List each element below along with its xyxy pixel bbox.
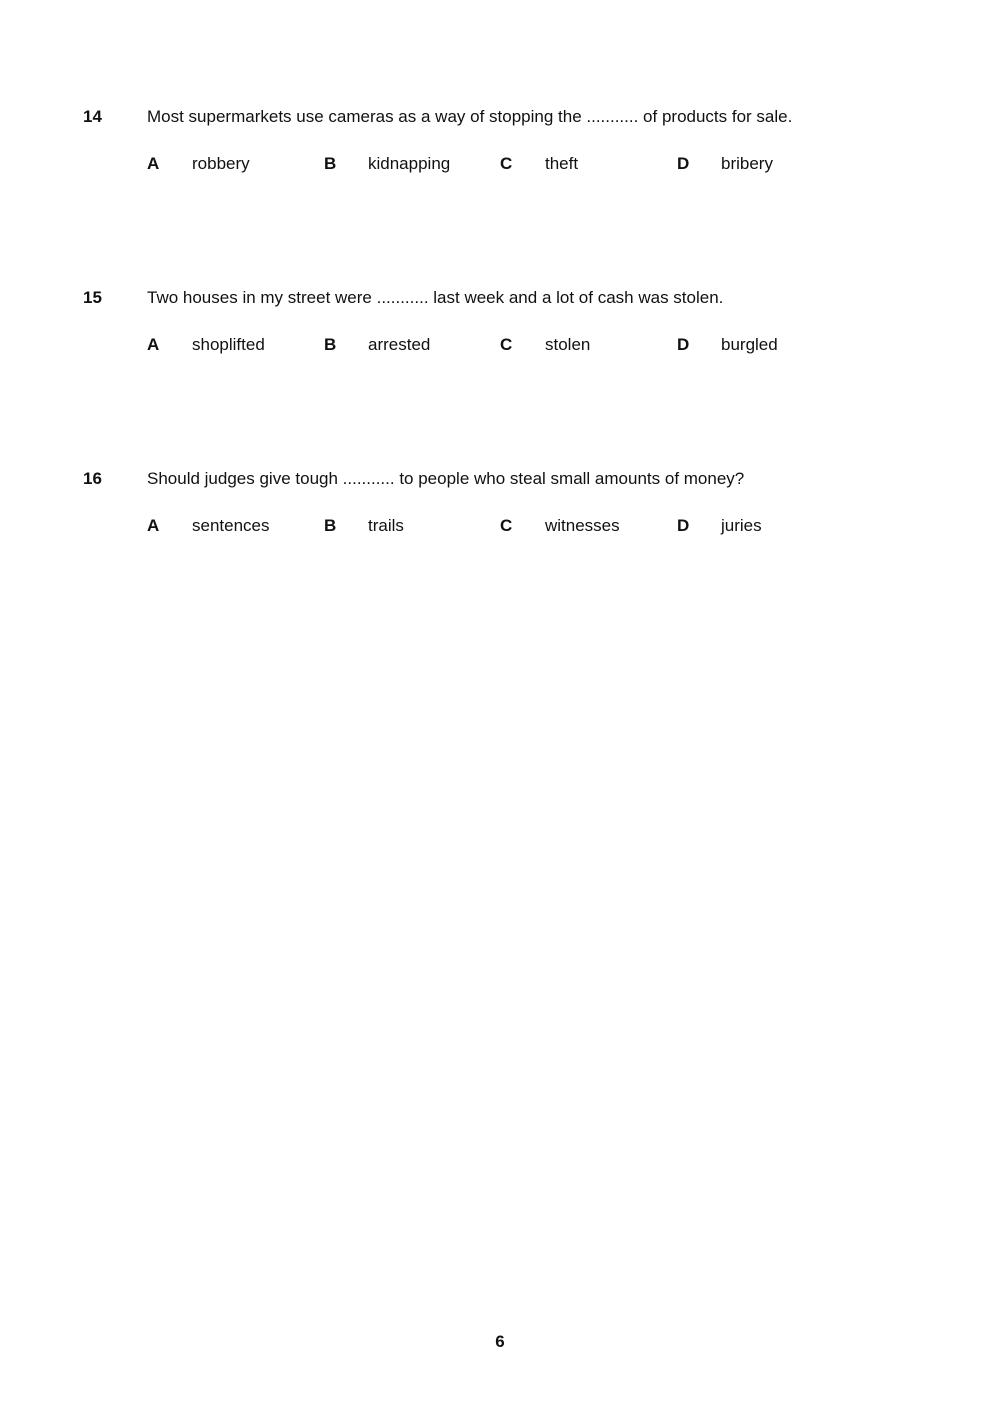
option-text: sentences: [192, 516, 270, 535]
option-text: arrested: [368, 335, 431, 354]
question-text: Two houses in my street were ........... last week and a lot of cash was stolen.: [147, 288, 724, 307]
question-number: 14: [83, 107, 102, 126]
option-letter: A: [147, 335, 160, 354]
option-letter: D: [677, 335, 690, 354]
option-text: theft: [545, 154, 579, 173]
question-number: 16: [83, 469, 102, 488]
option-letter: C: [500, 516, 513, 535]
option-letter: A: [147, 154, 160, 173]
page-number: 6: [495, 1332, 505, 1351]
option-text: juries: [721, 516, 762, 535]
option-letter: B: [324, 516, 337, 535]
option-text: kidnapping: [368, 154, 451, 173]
option-letter: D: [677, 516, 690, 535]
option-letter: D: [677, 154, 690, 173]
option-text: robbery: [192, 154, 250, 173]
option-letter: A: [147, 516, 160, 535]
option-text: trails: [368, 516, 404, 535]
option-text: shoplifted: [192, 335, 265, 354]
option-text: witnesses: [545, 516, 620, 535]
question-text: Should judges give tough ........... to people who steal small amounts of money?: [147, 469, 745, 488]
question-text: Most supermarkets use cameras as a way of stopping the ........... of products for sale.: [147, 107, 793, 126]
option-letter: B: [324, 154, 337, 173]
option-text: burgled: [721, 335, 778, 354]
option-text: stolen: [545, 335, 591, 354]
option-text: bribery: [721, 154, 773, 173]
option-letter: C: [500, 335, 513, 354]
option-letter: C: [500, 154, 513, 173]
option-letter: B: [324, 335, 337, 354]
question-number: 15: [83, 288, 102, 307]
